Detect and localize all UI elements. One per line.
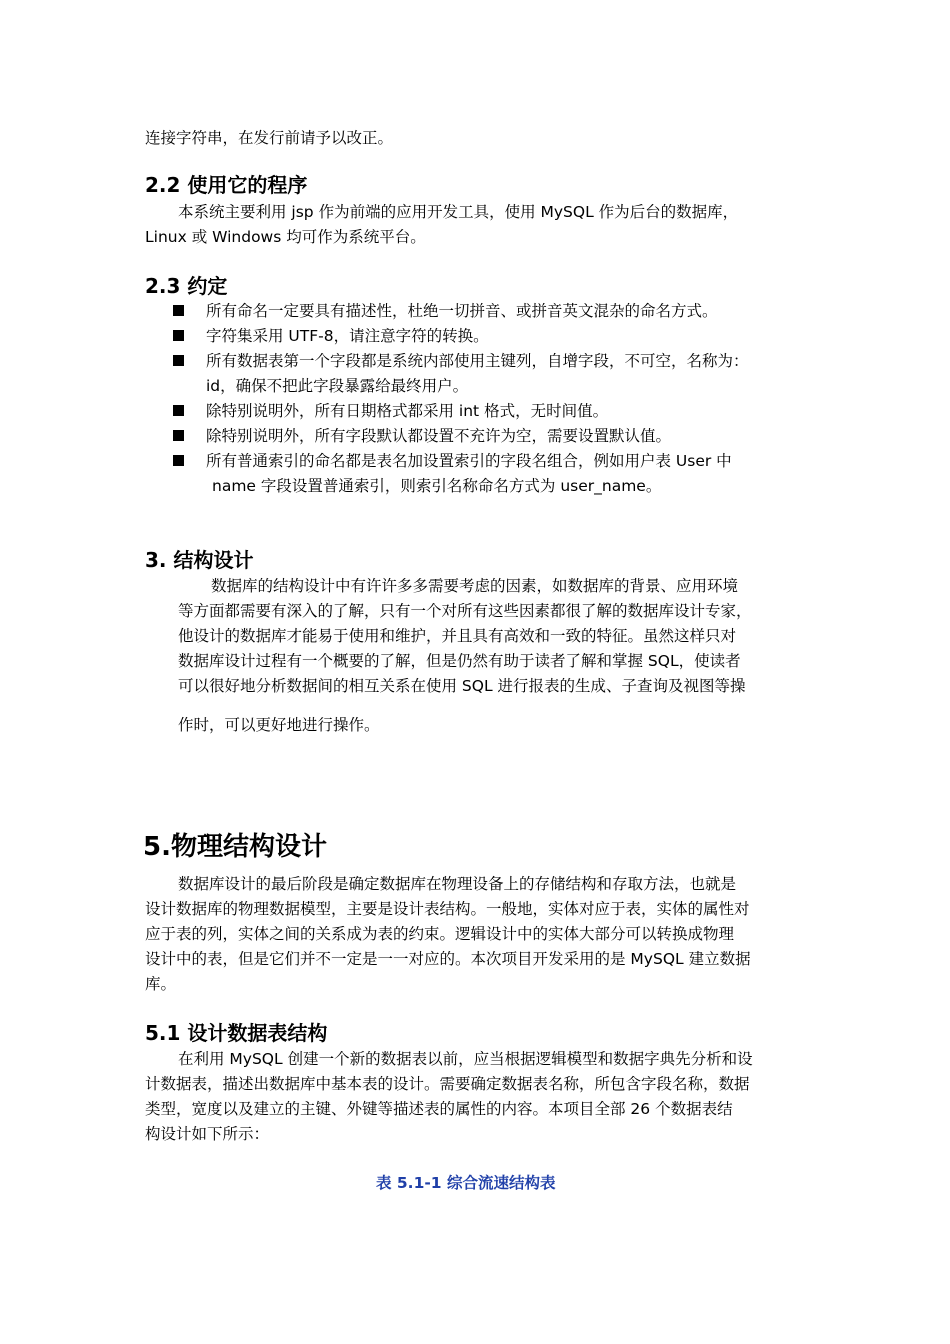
section-5-heading: 5.物理结构设计 bbox=[143, 832, 327, 862]
list-item: 所有数据表第一个字段都是系统内部使用主键列，自增字段，不可空，名称为： bbox=[206, 352, 749, 370]
paragraph-line: 等方面都需要有深入的了解，只有一个对所有这些因素都很了解的数据库设计专家， bbox=[178, 602, 752, 620]
square-bullet-icon bbox=[173, 430, 184, 441]
list-item: 除特别说明外，所有日期格式都采用 int 格式，无时间值。 bbox=[206, 402, 609, 420]
paragraph-line: 数据库设计过程有一个概要的了解，但是仍然有助于读者了解和掌握 SQL，使读者 bbox=[178, 652, 741, 670]
paragraph-line: 他设计的数据库才能易于使用和维护，并且具有高效和一致的特征。虽然这样只对 bbox=[178, 627, 737, 645]
paragraph-line: 设计中的表，但是它们并不一定是一一对应的。本次项目开发采用的是 MySQL 建立数据 bbox=[145, 950, 751, 968]
paragraph-line: Linux 或 Windows 均可作为系统平台。 bbox=[145, 228, 426, 246]
paragraph-line: 类型，宽度以及建立的主键、外键等描述表的属性的内容。本项目全部 26 个数据表结 bbox=[145, 1100, 733, 1118]
list-item-continuation: id，确保不把此字段暴露给最终用户。 bbox=[206, 377, 469, 395]
list-item-continuation: name 字段设置普通索引，则索引名称命名方式为 user_name。 bbox=[212, 477, 662, 495]
list-item: 字符集采用 UTF-8，请注意字符的转换。 bbox=[206, 327, 489, 345]
section-2-2-heading: 2.2 使用它的程序 bbox=[145, 173, 308, 197]
section-2-3-heading: 2.3 约定 bbox=[145, 274, 228, 298]
square-bullet-icon bbox=[173, 305, 184, 316]
paragraph-line: 数据库的结构设计中有许许多多需要考虑的因素，如数据库的背景、应用环境 bbox=[211, 577, 739, 595]
paragraph-line: 作时，可以更好地进行操作。 bbox=[178, 716, 380, 734]
square-bullet-icon bbox=[173, 330, 184, 341]
list-item: 所有普通索引的命名都是表名加设置索引的字段名组合，例如用户表 User 中 bbox=[206, 452, 732, 470]
paragraph-line: 本系统主要利用 jsp 作为前端的应用开发工具，使用 MySQL 作为后台的数据库， bbox=[178, 203, 739, 221]
paragraph-line: 设计数据库的物理数据模型，主要是设计表结构。一般地，实体对应于表，实体的属性对 bbox=[145, 900, 750, 918]
intro-tail-text: 连接字符串，在发行前请予以改正。 bbox=[145, 129, 394, 147]
paragraph-line: 计数据表，描述出数据库中基本表的设计。需要确定数据表名称，所包含字段名称，数据 bbox=[145, 1075, 750, 1093]
paragraph-line: 构设计如下所示： bbox=[145, 1125, 270, 1143]
paragraph-line: 数据库设计的最后阶段是确定数据库在物理设备上的存储结构和存取方法，也就是 bbox=[178, 875, 737, 893]
square-bullet-icon bbox=[173, 455, 184, 466]
paragraph-line: 在利用 MySQL 创建一个新的数据表以前，应当根据逻辑模型和数据字典先分析和设 bbox=[178, 1050, 753, 1068]
list-item: 除特别说明外，所有字段默认都设置不充许为空，需要设置默认值。 bbox=[206, 427, 672, 445]
paragraph-line: 可以很好地分析数据间的相互关系在使用 SQL 进行报表的生成、子查询及视图等操 bbox=[178, 677, 746, 695]
paragraph-line: 应于表的列，实体之间的关系成为表的约束。逻辑设计中的实体大部分可以转换成物理 bbox=[145, 925, 735, 943]
section-3-heading: 3. 结构设计 bbox=[145, 548, 254, 572]
square-bullet-icon bbox=[173, 355, 184, 366]
paragraph-line: 库。 bbox=[145, 975, 177, 993]
square-bullet-icon bbox=[173, 405, 184, 416]
table-caption: 表 5.1-1 综合流速结构表 bbox=[376, 1174, 556, 1192]
list-item: 所有命名一定要具有描述性，杜绝一切拼音、或拼音英文混杂的命名方式。 bbox=[206, 302, 718, 320]
section-5-1-heading: 5.1 设计数据表结构 bbox=[145, 1021, 328, 1045]
